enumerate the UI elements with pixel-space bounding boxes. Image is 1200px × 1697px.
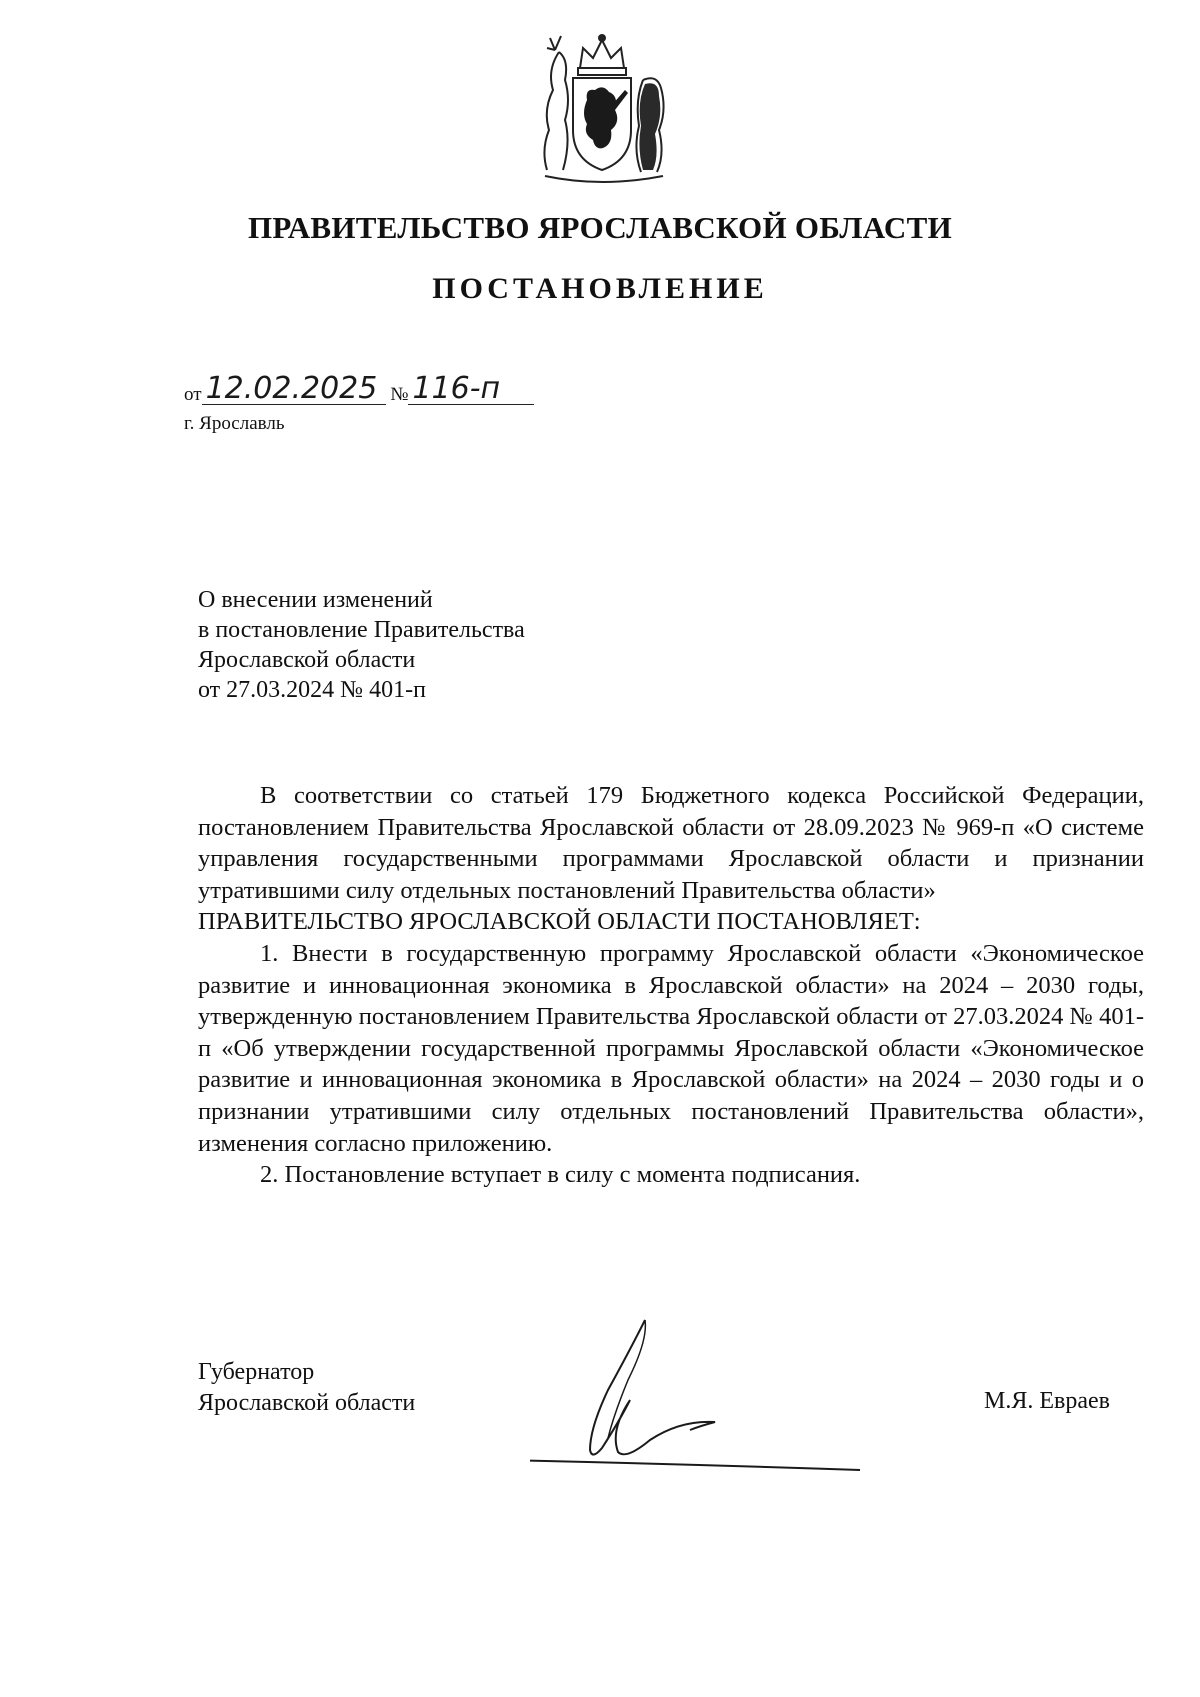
city: г. Ярославль — [184, 413, 285, 434]
position-line: Губернатор — [198, 1359, 315, 1385]
item-1-paragraph: 1. Внести в государственную программу Ярославской области «Экономическое развитие и инновационная экономика в Ярославской области» на 2024 – 2030 годы, утвержденную постановлением Правительства Ярославской области от 27.03.2024 № 401-п «Об утверждении государственной программы Ярославской области «Экономическое развитие и инновационная экономика в Ярославской области» на 2024 – 2030 годы и о признании утратившими силу отдельных постановлений Правительства области», изменения согласно приложению. — [198, 939, 1144, 1157]
date-prefix: от — [184, 384, 202, 405]
number-prefix: № — [390, 384, 409, 405]
subject-line: от 27.03.2024 № 401-п — [198, 677, 426, 703]
document-subject — [198, 585, 525, 705]
organization-title: ПРАВИТЕЛЬСТВО ЯРОСЛАВСКОЙ ОБЛАСТИ — [248, 210, 952, 245]
document-date: 12.02.2025 — [202, 374, 386, 405]
position-line: Ярославской области — [198, 1390, 416, 1416]
subject-line: Ярославской области — [198, 647, 416, 673]
signatory-name: М.Я. Евраев — [984, 1388, 1110, 1414]
coat-of-arms-emblem — [525, 30, 680, 190]
date-number-line — [184, 371, 534, 407]
subject-line: в постановление Правительства — [198, 617, 525, 643]
preamble-paragraph: В соответствии со статьей 179 Бюджетного кодекса Российской Федерации, постановлением Правительства Ярославской области от 28.09.2023 № 969-п «О системе управления государственными программами Ярославской области и признании утратившими силу отдельных постановлений Правительства области» — [198, 782, 1144, 904]
document-type: ПОСТАНОВЛЕНИЕ — [432, 272, 768, 305]
document-body — [198, 780, 1144, 1191]
resolves-line: ПРАВИТЕЛЬСТВО ЯРОСЛАВСКОЙ ОБЛАСТИ ПОСТАНОВЛЯЕТ: — [198, 908, 921, 936]
item-2-paragraph: 2. Постановление вступает в силу с момента подписания. — [260, 1161, 861, 1189]
subject-line: О внесении изменений — [198, 587, 433, 613]
handwritten-signature — [530, 1310, 950, 1480]
signatory-position — [198, 1357, 415, 1419]
document-number: 116-п — [408, 374, 534, 405]
